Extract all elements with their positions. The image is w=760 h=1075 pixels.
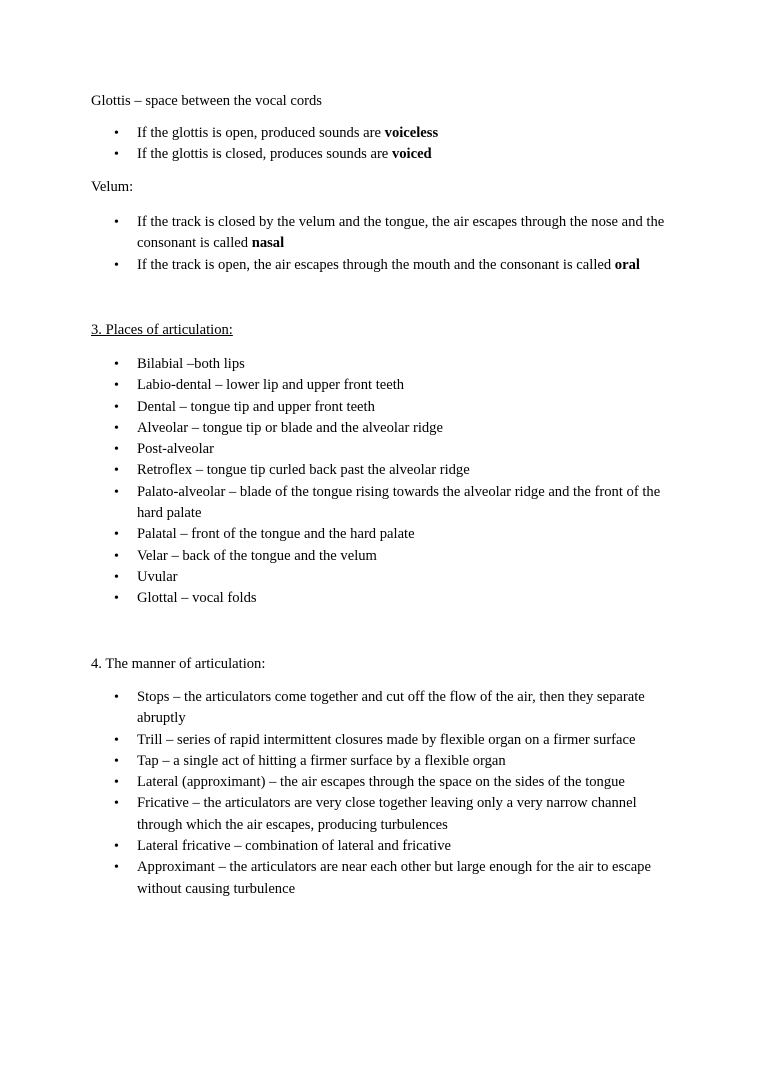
bullet-icon: • — [114, 527, 119, 543]
bullet-icon: • — [114, 357, 119, 372]
bullet-icon: • — [114, 591, 119, 607]
list-item: • Lateral (approximant) – the air escapes through the space on the sides of the tongue — [0, 772, 677, 793]
bullet-icon: • — [114, 860, 119, 876]
bullet-icon: • — [114, 569, 119, 585]
bullet-icon: • — [114, 420, 119, 436]
velum-heading: Velum: — [91, 179, 134, 195]
list-item: • Fricative – the articulators are very close together leaving only a very narrow channel through which the air escapes, producing turbulences — [114, 795, 637, 833]
list-item: • Labio-dental – lower lip and upper front teeth — [0, 375, 677, 396]
list-item: • Alveolar – tongue tip or blade and the alveolar ridge — [0, 418, 677, 439]
bullet-icon: • — [114, 753, 119, 769]
list-item: • Retroflex – tongue tip curled back past the alveolar ridge — [0, 460, 677, 481]
list-item: • Glottal – vocal folds — [0, 588, 677, 609]
list-item: • If the track is closed by the velum and the tongue, the air escapes through the nose and the consonant is called nasal — [114, 214, 665, 252]
bullet-icon: • — [114, 732, 119, 748]
bullet-icon: • — [114, 399, 119, 415]
list-item: • Dental – tongue tip and upper front teeth — [0, 397, 677, 418]
list-item: • Velar – back of the tongue and the velum — [0, 546, 677, 567]
manner-heading: 4. The manner of articulation: — [91, 656, 266, 672]
list-item: • Tap – a single act of hitting a firmer surface by a flexible organ — [0, 751, 677, 772]
list-item: • Palato-alveolar – blade of the tongue rising towards the alveolar ridge and the front of the hard palate — [114, 483, 661, 522]
list-item: • If the glottis is closed, produces sounds are voiced — [0, 144, 677, 165]
glottis-list — [0, 123, 760, 166]
list-item: • Trill – series of rapid intermittent closures made by flexible organ on a firmer surface — [0, 730, 677, 751]
manner-list — [0, 687, 760, 900]
places-list — [0, 354, 760, 610]
bullet-icon: • — [114, 215, 119, 230]
list-item: • Palatal – front of the tongue and the hard palate — [0, 524, 677, 545]
bullet-icon: • — [114, 463, 119, 479]
bullet-icon: • — [114, 126, 119, 141]
bullet-icon: • — [114, 147, 119, 163]
glottis-heading: Glottis – space between the vocal cords — [91, 93, 322, 109]
velum-list — [0, 212, 760, 276]
list-item: • Stops – the articulators come together and cut off the flow of the air, then they separate abruptly — [114, 689, 645, 727]
list-item: • If the track is open, the air escapes through the mouth and the consonant is called oral — [0, 255, 677, 276]
list-item: • Lateral fricative – combination of lateral and fricative — [0, 836, 677, 857]
bullet-icon: • — [114, 442, 119, 458]
bullet-icon: • — [114, 690, 119, 705]
bullet-icon: • — [114, 796, 119, 812]
list-item: • If the glottis is open, produced sounds are voiceless — [0, 123, 677, 144]
list-item: • Post-alveolar — [0, 439, 677, 460]
places-heading: 3. Places of articulation: — [91, 322, 233, 338]
bullet-icon: • — [114, 378, 119, 394]
bullet-icon: • — [114, 484, 119, 500]
list-item: • Bilabial –both lips — [0, 354, 677, 375]
list-item: • Uvular — [0, 567, 677, 588]
bullet-icon: • — [114, 839, 119, 855]
list-item: • Approximant – the articulators are near each other but large enough for the air to escape without causing turbulence — [114, 859, 651, 897]
bullet-icon: • — [114, 257, 119, 273]
bullet-icon: • — [114, 775, 119, 791]
bullet-icon: • — [114, 548, 119, 564]
